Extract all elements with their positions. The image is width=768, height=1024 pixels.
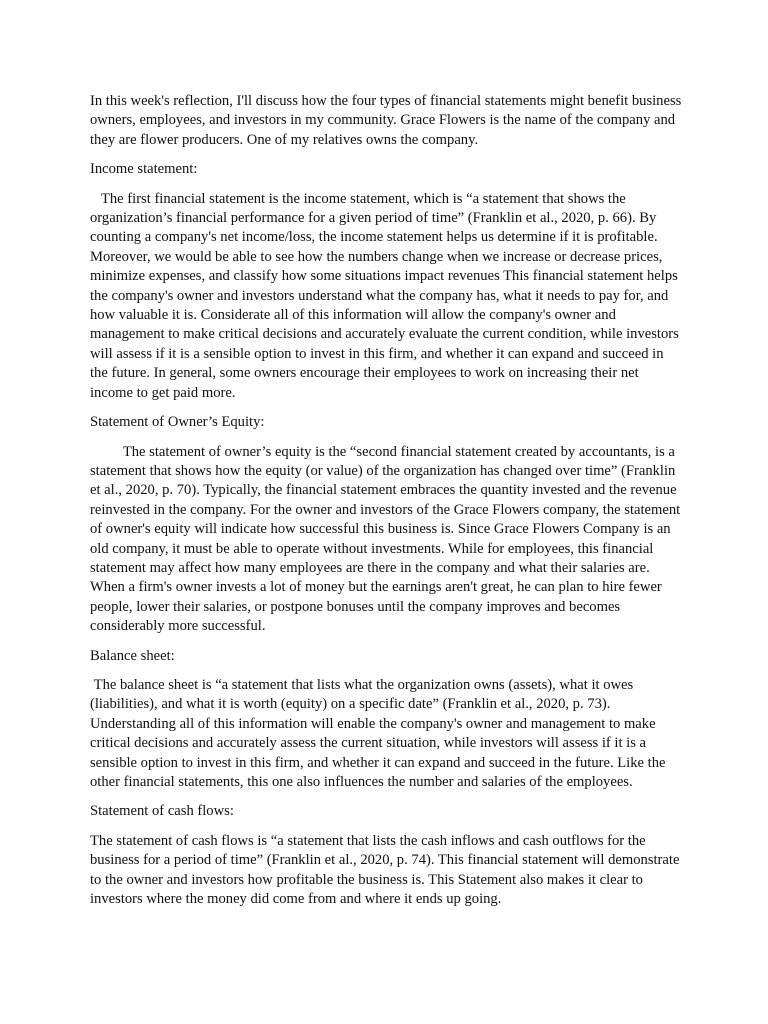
section-heading-cash-flows: Statement of cash flows: xyxy=(90,803,234,820)
document-page xyxy=(90,92,682,919)
section-heading-owners-equity: Statement of Owner’s Equity: xyxy=(90,414,265,431)
cash-flows-paragraph: The statement of cash flows is “a statement that lists the cash inflows and cash outflows for the business for a period of time” (Franklin et al., 2020, p. 74). This financial statement will demonstrate to the owner and investors how profitable the business is. This Statement also makes it clear to investors where the money did come from and where it ends up going. xyxy=(90,832,680,908)
section-heading-income-statement: Income statement: xyxy=(90,161,198,178)
intro-paragraph: In this week's reflection, I'll discuss how the four types of financial statements might benefit business owners, employees, and investors in my community. Grace Flowers is the name of the company and they are flower producers. One of my relatives owns the company. xyxy=(90,93,682,148)
income-statement-paragraph: The first financial statement is the income statement, which is “a statement that shows the organization’s financial performance for a given period of time” (Franklin et al., 2020, p. 66). By counting a company's net income/loss, the income statement helps us determine if it is profitable. Moreover, we would be able to see how the numbers change when we increase or decrease prices, minimize expenses, and classify how some situations impact revenues This financial statement helps the company's owner and investors understand what the company has, what it needs to pay for, and how valuable it is. Considerate all of this information will allow the company's owner and management to make critical decisions and accurately evaluate the current condition, while investors will assess if it is a sensible option to invest in this firm, and whether it can expand and succeed in the future. In general, some owners encourage their employees to work on increasing their net income to get paid more. xyxy=(90,190,679,401)
balance-sheet-paragraph: The balance sheet is “a statement that lists what the organization owns (assets), what it owes (liabilities), and what it is worth (equity) on a specific date” (Franklin et al., 2020, p. 73). Understanding all of this information will enable the company's owner and management to make critical decisions and accurately assess the current situation, while investors will assess if it is a sensible option to invest in this firm, and whether it can expand and succeed in the future. Like the other financial statements, this one also influences the number and salaries of the employees. xyxy=(90,676,666,790)
section-heading-balance-sheet: Balance sheet: xyxy=(90,647,175,664)
owners-equity-paragraph: The statement of owner’s equity is the “second financial statement created by accountants, is a statement that shows how the equity (or value) of the organization has changed over time” (Franklin et al., 2020, p. 70). Typically, the financial statement embraces the quantity invested and the revenue reinvested in the company. For the owner and investors of the Grace Flowers company, the statement of owner's equity will indicate how successful this business is. Since Grace Flowers Company is an old company, it must be able to operate without investments. While for employees, this financial statement may affect how many employees are there in the company and what their salaries are. When a firm's owner invests a lot of money but the earnings aren't great, he can plan to hire fewer people, lower their salaries, or postpone bonuses until the company improves and becomes considerably more successful. xyxy=(90,443,681,635)
